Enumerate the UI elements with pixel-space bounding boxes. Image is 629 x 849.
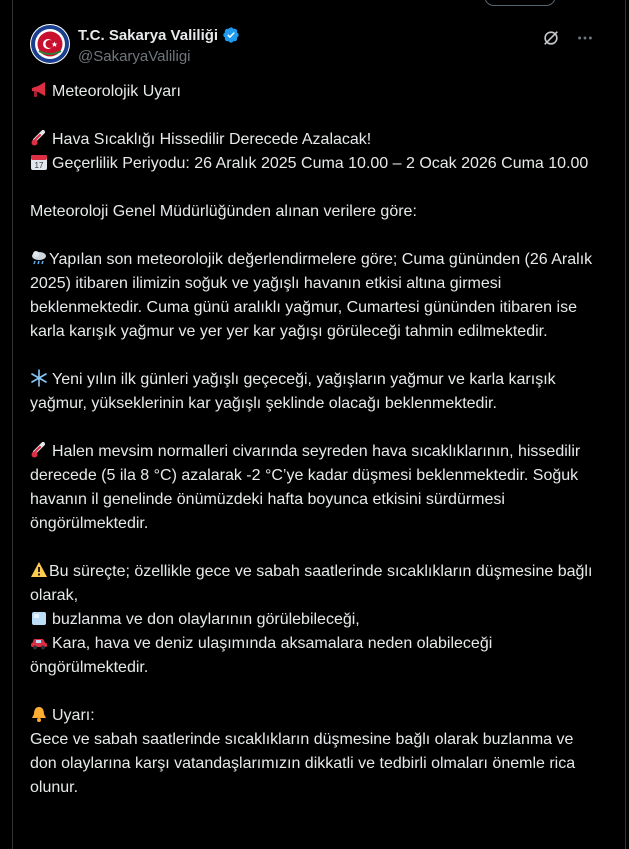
rain-cloud-icon xyxy=(30,249,48,267)
bell-icon xyxy=(30,705,48,723)
headline-line: Hava Sıcaklığı Hissedilir Derecede Azalacak! 17 Geçerlilik Periyodu: 26 Aralık 2025 Cuma 10.00 – 2 Ocak 2026 Cuma 10.00 xyxy=(30,128,598,176)
car-icon xyxy=(30,633,48,651)
svg-text:17: 17 xyxy=(34,161,44,170)
verified-badge-icon xyxy=(222,26,240,44)
grok-icon[interactable] xyxy=(541,28,561,48)
snowflake-icon xyxy=(30,369,48,387)
warning-icon xyxy=(30,561,48,579)
post-text xyxy=(30,80,598,800)
post-header xyxy=(30,24,605,68)
forecast-paragraph: Yapılan son meteorolojik değerlendirmelere göre; Cuma gününden (26 Aralık 2025) itibaren ilimizin soğuk ve yağışlı havanın etkisi altına girmesi beklenmektedir. Cuma günü aralıklı yağmur, Cumartesi gününden itibaren ise karla karışık yağmur ve yer yer kar yağışı görüleceği tahmin edilmektedir. xyxy=(30,251,593,340)
notice-paragraph: Uyarı: Gece ve sabah saatlerinde sıcaklıkların düşmesine bağlı olarak buzlanma ve don olaylarına karşı vatandaşlarımızın dikkatli ve tedbirli olmaları önemle rica olunur. xyxy=(30,707,576,796)
more-icon[interactable] xyxy=(575,28,595,48)
account-handle[interactable]: @SakaryaValiligi xyxy=(78,48,191,65)
temperature-paragraph: Halen mevsim normalleri civarında seyreden hava sıcaklıklarının, hissedilir derecede (5 ila 8 °C) azalarak -2 °C’ye kadar düşmesi beklenmektedir. Soğuk havanın il genelinde önümüzdeki hafta boyunca etkisini sürdürmesi öngörülmektedir. xyxy=(30,443,581,532)
display-name[interactable]: T.C. Sakarya Valiliği xyxy=(78,26,219,44)
thermometer-icon xyxy=(30,129,48,147)
megaphone-icon xyxy=(30,81,48,99)
avatar[interactable] xyxy=(30,24,70,64)
source-line: Meteoroloji Genel Müdürlüğünden alınan verilere göre: xyxy=(30,203,417,220)
calendar-icon xyxy=(30,153,48,171)
warning-paragraph: Bu süreçte; özellikle gece ve sabah saatlerinde sıcaklıkların düşmesine bağlı olarak, buzlanma ve don olaylarının görülebileceği, Kara, hava ve deniz ulaşımında aksamalara neden olabileceği öngörülmektedir. xyxy=(30,563,593,676)
new-year-paragraph: Yeni yılın ilk günleri yağışlı geçeceği, yağışların yağmur ve karla karışık yağmur, yükseklerinin kar yağışlı şeklinde olacağı beklenmektedir. xyxy=(30,371,556,412)
thermometer-icon xyxy=(30,441,48,459)
ice-cube-icon xyxy=(30,609,48,627)
title-line: Meteorolojik Uyarı xyxy=(30,80,598,104)
